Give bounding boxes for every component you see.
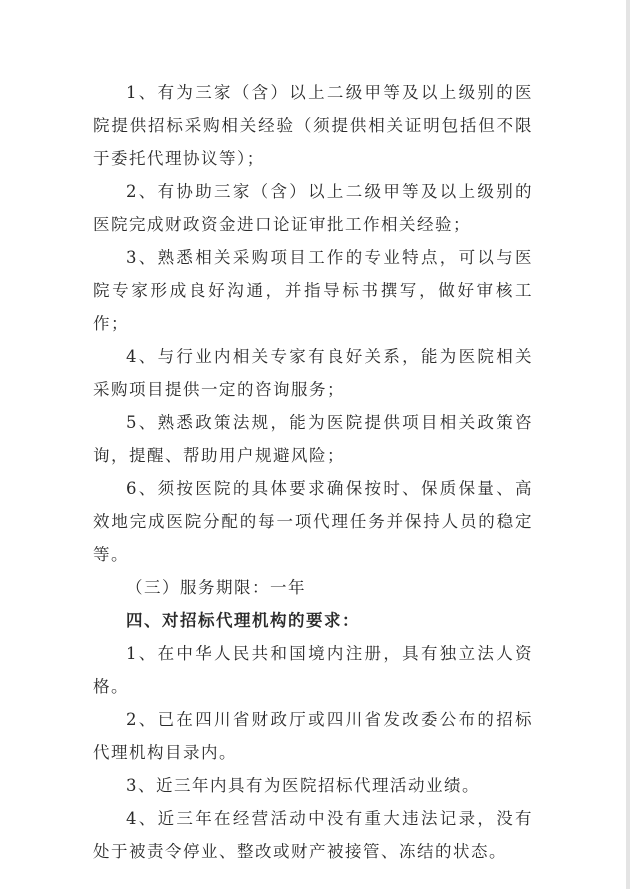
paragraph-1: 1、有为三家（含）以上二级甲等及以上级别的医院提供招标采购相关经验（须提供相关证明包括但不限于委托代理协议等）； (93, 83, 533, 168)
paragraph-2: 2、有协助三家（含）以上二级甲等及以上级别的医院完成财政资金进口论证审批工作相关经验； (93, 182, 533, 234)
paragraph-5: 5、熟悉政策法规，能为医院提供项目相关政策咨询，提醒、帮助用户规避风险； (93, 413, 533, 465)
service-period: （三）服务期限：一年 (126, 578, 306, 597)
requirement-1: 1、在中华人民共和国境内注册，具有独立法人资格。 (93, 644, 533, 696)
document-body (93, 76, 533, 868)
section-four-heading: 四、对招标代理机构的要求： (126, 611, 360, 630)
requirement-4: 4、近三年在经营活动中没有重大违法记录，没有处于被责令停业、整改或财产被接管、冻结的状态。 (93, 809, 533, 861)
paragraph-6: 6、须按医院的具体要求确保按时、保质保量、高效地完成医院分配的每一项代理任务并保持人员的稳定等。 (93, 479, 533, 564)
paragraph-4: 4、与行业内相关专家有良好关系，能为医院相关采购项目提供一定的咨询服务； (93, 347, 533, 399)
requirement-2: 2、已在四川省财政厅或四川省发改委公布的招标代理机构目录内。 (93, 710, 533, 762)
page-edge (626, 0, 630, 889)
paragraph-3: 3、熟悉相关采购项目工作的专业特点，可以与医院专家形成良好沟通，并指导标书撰写，做好审核工作； (93, 248, 533, 333)
requirement-3: 3、近三年内具有为医院招标代理活动业绩。 (126, 776, 480, 795)
